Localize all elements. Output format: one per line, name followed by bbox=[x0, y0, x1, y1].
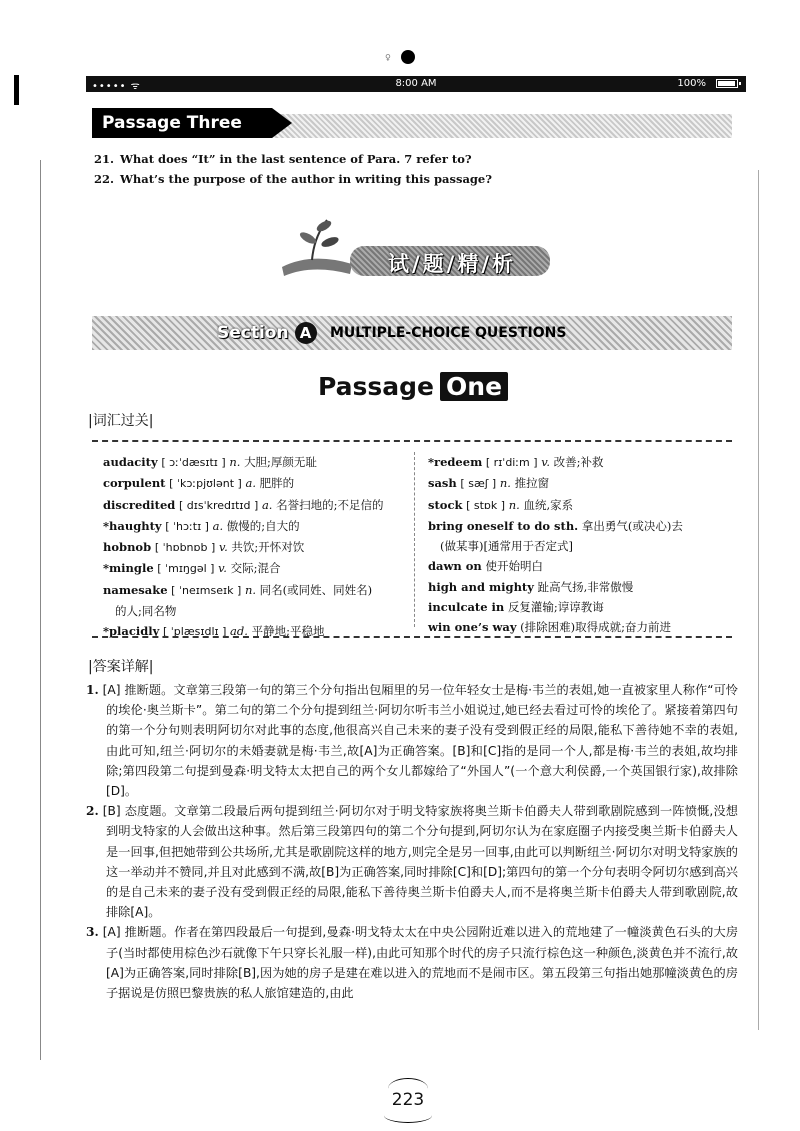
page-number-arc bbox=[388, 1078, 428, 1099]
vocab-heading: |词汇过关| bbox=[88, 413, 154, 429]
vocab-word: bring oneself to do sth. bbox=[428, 518, 579, 533]
vocab-phonetic: [ dɪsˈkredɪtɪd ] bbox=[179, 498, 259, 512]
vocab-entry bbox=[103, 495, 413, 516]
left-edge-bar bbox=[14, 75, 19, 105]
status-time: 8:00 AM bbox=[395, 78, 437, 89]
vocab-entry bbox=[428, 495, 748, 516]
vocab-entry bbox=[103, 621, 413, 642]
vocab-phonetic: [ ˈhɒbnɒb ] bbox=[154, 541, 216, 555]
answers-list bbox=[86, 680, 738, 1003]
vocab-bottom-divider bbox=[92, 636, 732, 638]
answer-number: 3. bbox=[86, 925, 99, 940]
left-margin-line bbox=[40, 160, 41, 1060]
battery-percent: 100% bbox=[677, 78, 706, 89]
vocab-word: *mingle bbox=[103, 561, 154, 576]
vocab-definition: 平静地;平稳地 bbox=[251, 624, 325, 639]
right-margin-line bbox=[758, 170, 759, 1030]
status-bar bbox=[86, 76, 746, 92]
vocab-pos: n. bbox=[244, 582, 256, 597]
vocab-pos: n. bbox=[229, 455, 241, 469]
answer-text: [B] 态度题。文章第二段最后两句提到纽兰·阿切尔对于明戈特家族将奥兰斯卡伯爵夫人带到歌剧院感到一阵愤慨,没想到明戈特家的人会做出这种事。然后第三段第四句的第二个分句提到,阿切尔认为在家庭圈子内接受奥兰斯卡伯爵夫人是一回事,但把她带到公共场所,尤其是歌剧院这样的地方,则完全是另一回事,由此可以判断纽兰·阿切尔对明戈特家族的这一举动并不赞同,并且对此感到不满,故[B]为正确答案,同时排除[C]和[D];第四句的第一个分句表明令阿切尔感到高兴的是自己未来的妻子没有受到假正经的局限,能私下善待奥兰斯卡伯爵夫人,而不是将奥兰斯卡伯爵夫人带到歌剧院,故排除[A]。 bbox=[102, 804, 738, 920]
vocab-definition: 推拉窗 bbox=[514, 476, 550, 491]
vocab-phonetic: [ ˈneɪmseɪk ] bbox=[171, 583, 242, 597]
passage-title-word: One bbox=[440, 372, 508, 401]
vocab-definition: 共饮;开怀对饮 bbox=[231, 540, 305, 555]
signal-icon: ••••• ᯤ bbox=[92, 81, 141, 92]
vocab-entry bbox=[428, 452, 748, 473]
vocab-left-column bbox=[103, 452, 413, 643]
answer-item bbox=[86, 680, 738, 801]
binding-mark bbox=[385, 50, 415, 64]
vocab-definition: (做某事)[通常用于否定式] bbox=[440, 539, 573, 554]
vocab-phonetic: [ ˈplæsɪdlɪ ] bbox=[163, 625, 227, 639]
question-text: What’s the purpose of the author in writing this passage? bbox=[120, 172, 492, 186]
answer-number: 2. bbox=[86, 804, 99, 819]
vocab-pos: n. bbox=[508, 497, 520, 512]
question-text: What does “It” in the last sentence of Para. 7 refer to? bbox=[120, 152, 472, 166]
vocab-word: dawn on bbox=[428, 559, 482, 574]
vocab-definition: 名誉扫地的;不足信的 bbox=[276, 497, 384, 512]
vocab-entry bbox=[428, 556, 748, 576]
vocab-definition: 趾高气扬,非常傲慢 bbox=[537, 579, 634, 594]
vocab-word: namesake bbox=[103, 582, 168, 597]
section-name: MULTIPLE-CHOICE QUESTIONS bbox=[330, 325, 567, 341]
vocab-entry bbox=[103, 452, 413, 473]
vocab-entry bbox=[103, 516, 413, 537]
vocab-pos: n. bbox=[499, 476, 511, 491]
vocab-entry bbox=[103, 580, 413, 601]
vocab-entry bbox=[428, 536, 748, 556]
vocab-word: sash bbox=[428, 476, 457, 491]
vocab-word: *redeem bbox=[428, 455, 483, 469]
vocab-definition: 傲慢的;自大的 bbox=[226, 518, 300, 533]
question-number: 21. bbox=[94, 152, 115, 166]
passage-three-label: Passage Three bbox=[92, 108, 272, 138]
answer-text: [A] 推断题。作者在第四段最后一句提到,曼森·明戈特太太在中央公园附近难以进入的荒地建了一幢淡黄色石头的大房子(当时都使用棕色沙石就像下午只穿长礼服一样),由此可知那个时代的房子只流行棕色这一种颜色,淡黄色并不流行,故[A]为正确答案,同时排除[B],因为她的房子是建在难以进入的荒地而不是闹市区。第五段第三句指出她那幢淡黄色的房子据说是仿照巴黎贵族的私人旅馆建造的,由此 bbox=[102, 925, 739, 1001]
binding-dot bbox=[401, 50, 415, 64]
vocab-column-divider bbox=[414, 452, 415, 627]
vocab-word: corpulent bbox=[103, 476, 166, 491]
vocab-entry bbox=[428, 516, 748, 536]
answers-heading: |答案详解| bbox=[88, 659, 154, 675]
vocab-phonetic: [ ˈhɔːtɪ ] bbox=[165, 519, 209, 533]
vocab-definition: 拿出勇气(或决心)去 bbox=[581, 518, 683, 533]
vocab-word: high and mighty bbox=[428, 579, 534, 594]
vocab-word: stock bbox=[428, 497, 463, 512]
vocab-definition: 改善;补救 bbox=[553, 455, 604, 469]
vocab-entry bbox=[103, 473, 413, 494]
vocab-entry bbox=[103, 537, 413, 558]
section-word: Section bbox=[217, 323, 289, 343]
vocab-phonetic: [ ˈkɔːpjʊlənt ] bbox=[169, 477, 242, 491]
vocab-word: hobnob bbox=[103, 540, 152, 555]
vocab-definition: (排除困难)取得成就;奋力前进 bbox=[520, 620, 672, 635]
vocab-entry bbox=[428, 597, 748, 617]
vocab-definition: 同名(或同姓、同姓名) bbox=[259, 582, 373, 597]
answer-text: [A] 推断题。文章第三段第一句的第三个分句指出包厢里的另一位年轻女士是梅·韦兰的表姐,她一直被家里人称作“可怜的埃伦·奥兰斯卡”。第二句的第二个分句提到纽兰·阿切尔听韦兰小姐说过,她已经去看过可怜的埃伦了。紧接着第四句的第一个分句则表明阿切尔对此事的态度,他很高兴自己未来的妻子没有受到假正经的局限,能私下善待她不幸的表姐,由此可知,纽兰·阿切尔的未婚妻就是梅·韦兰,故[A]为正确答案。[B]和[C]指的是同一个人,都是梅·韦兰的表姐,故均排除;第四段第二句提到曼森·明戈特太太把自己的两个女儿都嫁给了“外国人”(一个意大利侯爵,一个英国银行家),故排除[D]。 bbox=[102, 683, 738, 799]
section-letter-badge: A bbox=[295, 322, 317, 344]
vocab-pos: v. bbox=[218, 540, 228, 555]
vocab-pos: a. bbox=[261, 497, 273, 512]
vocab-word: win one’s way bbox=[428, 620, 517, 635]
answer-number: 1. bbox=[86, 683, 99, 697]
vocab-phonetic: [ rɪˈdiːm ] bbox=[485, 456, 538, 469]
vocab-phonetic: [ ˈmɪŋgəl ] bbox=[157, 562, 215, 576]
section-label bbox=[217, 322, 323, 344]
vocab-definition: 反复灌输;谆谆教诲 bbox=[507, 600, 604, 615]
vocab-definition: 的人;同名物 bbox=[115, 604, 177, 619]
vocab-pos: a. bbox=[212, 518, 224, 533]
vocab-phonetic: [ sæʃ ] bbox=[460, 477, 497, 491]
analysis-section-logo bbox=[272, 212, 572, 282]
vocab-definition: 大胆;厚颜无耻 bbox=[244, 455, 317, 469]
vocab-entry bbox=[428, 473, 748, 494]
vocab-pos: v. bbox=[218, 561, 227, 576]
vocab-word: inculcate in bbox=[428, 600, 505, 615]
vocab-top-divider bbox=[92, 440, 732, 442]
banner-arrow-icon bbox=[272, 108, 292, 138]
section-a-banner bbox=[92, 316, 732, 350]
analysis-title: 试/题/精/析 bbox=[387, 252, 516, 276]
passage-three-banner bbox=[92, 108, 732, 140]
binding-mark-symbol: ♀ bbox=[385, 53, 391, 62]
vocab-word: *haughty bbox=[103, 518, 162, 533]
vocab-pos: v. bbox=[541, 455, 551, 469]
leaf-book-icon bbox=[272, 212, 362, 282]
passage-title-prefix: Passage bbox=[318, 372, 435, 401]
page-number bbox=[378, 1090, 438, 1110]
vocab-word: *placidly bbox=[103, 624, 160, 639]
vocab-entry bbox=[428, 577, 748, 597]
vocab-word: discredited bbox=[103, 497, 176, 512]
vocab-phonetic: [ ɔːˈdæsɪtɪ ] bbox=[161, 456, 226, 469]
question-item bbox=[94, 172, 492, 186]
battery-icon bbox=[716, 79, 738, 88]
question-item bbox=[94, 152, 472, 166]
vocab-definition: 肥胖的 bbox=[259, 476, 295, 491]
answer-item bbox=[86, 922, 738, 1003]
vocab-definition: 使开始明白 bbox=[485, 559, 543, 574]
vocab-definition: 交际;混合 bbox=[230, 561, 281, 576]
page-number-arc bbox=[384, 1108, 432, 1123]
vocab-entry bbox=[428, 617, 748, 637]
vocab-pos: a. bbox=[245, 476, 256, 491]
page-number-text: 223 bbox=[391, 1090, 425, 1110]
vocab-phonetic: [ stɒk ] bbox=[466, 498, 506, 512]
vocab-entry bbox=[103, 558, 413, 579]
vocab-right-column bbox=[428, 452, 748, 638]
vocab-word: audacity bbox=[103, 455, 158, 469]
question-number: 22. bbox=[94, 172, 115, 186]
vocab-pos: ad. bbox=[230, 624, 248, 639]
passage-one-title bbox=[318, 372, 508, 401]
banner-texture bbox=[242, 114, 732, 138]
vocab-definition: 血统,家系 bbox=[523, 497, 574, 512]
answer-item bbox=[86, 801, 738, 922]
vocab-entry bbox=[103, 601, 413, 621]
